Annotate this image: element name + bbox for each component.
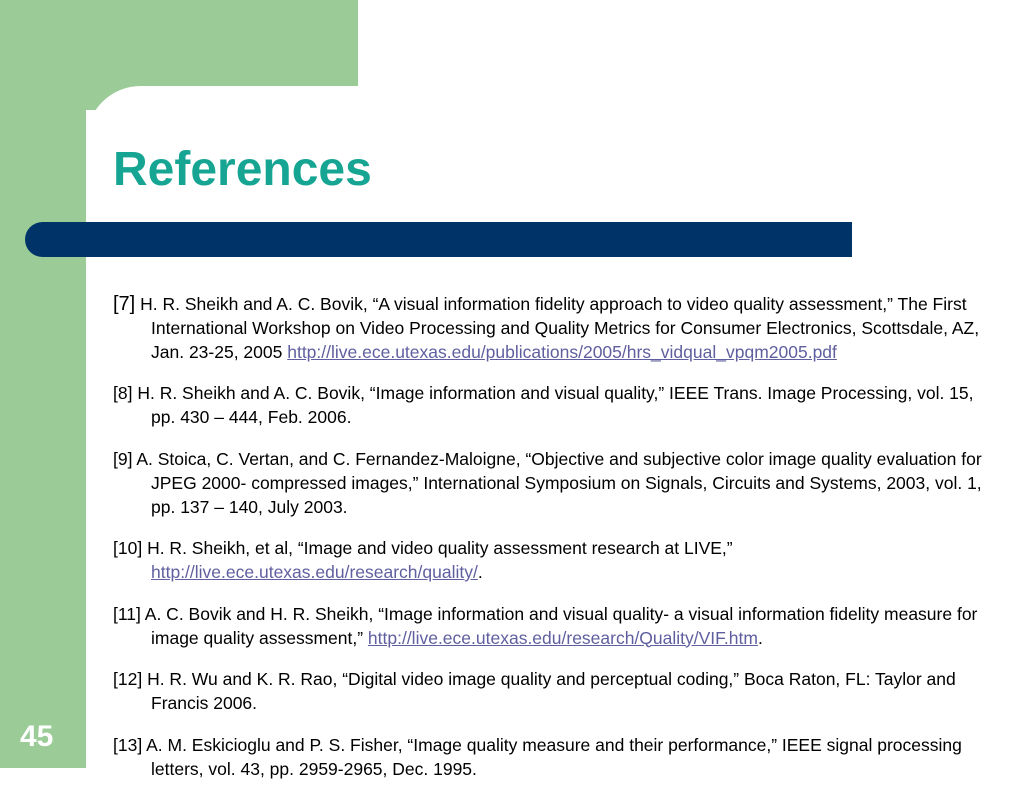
reference-item-9 [113,447,993,519]
green-left-band [0,0,86,768]
reference-text: A. M. Eskicioglu and P. S. Fisher, “Image quality measure and their performance,” IEEE signal processing letters, vol. 43, pp. 2959-2965, Dec. 1995. [142,734,962,779]
reference-item-11 [113,602,993,650]
reference-text: H. R. Sheikh, et al, “Image and video quality assessment research at LIVE,” [142,538,733,558]
reference-link[interactable]: http://live.ece.utexas.edu/research/quality/ [151,562,478,582]
reference-text: H. R. Wu and K. R. Rao, “Digital video image quality and perceptual coding,” Boca Raton, FL: Taylor and Francis 2006. [142,669,956,713]
reference-suffix: . [757,627,763,648]
reference-number: [10] [113,538,143,558]
reference-text: H. R. Sheikh and A. C. Bovik, “A visual information fidelity approach to video quality assessment,” The First International Workshop on Video Processing and Quality Metrics for Consumer Electronics, Scottsdale, AZ, Jan. 23-25, 2005 [135,293,980,362]
reference-item-13 [113,733,993,781]
reference-text: A. Stoica, C. Vertan, and C. Fernandez-Maloigne, “Objective and subjective color image quality evaluation for JPEG 2000- compressed images,” International Symposium on Signals, Circuits and Systems, 2003, vol. 1, pp. 137 – 140, July 2003. [132,448,982,517]
reference-item-8 [113,381,993,429]
reference-item-10 [113,536,993,584]
reference-number: [12] [113,669,143,689]
reference-suffix: . [477,562,483,582]
reference-number: [9] [113,448,133,469]
reference-item-12 [113,667,993,715]
page-number: 45 [20,720,54,753]
reference-item-7 [113,292,993,364]
slide-title: References [113,143,372,196]
reference-number: [7] [113,292,136,315]
reference-list [113,274,993,785]
reference-number: [11] [113,603,141,624]
reference-text: H. R. Sheikh and A. C. Bovik, “Image information and visual quality,” IEEE Trans. Image Processing, vol. 15, pp. 430 – 444, Feb. 2006. [132,383,974,427]
reference-number: [13] [113,734,143,755]
title-underline-bar [25,222,852,257]
reference-link[interactable]: http://live.ece.utexas.edu/research/Quality/VIF.htm [367,627,758,648]
reference-text: A. C. Bovik and H. R. Sheikh, “Image information and visual quality- a visual information fidelity measure for image quality assessment,” [140,603,978,648]
reference-number: [8] [113,383,133,403]
reference-link[interactable]: http://live.ece.utexas.edu/publications/2005/hrs_vidqual_vpqm2005.pdf [287,341,837,362]
